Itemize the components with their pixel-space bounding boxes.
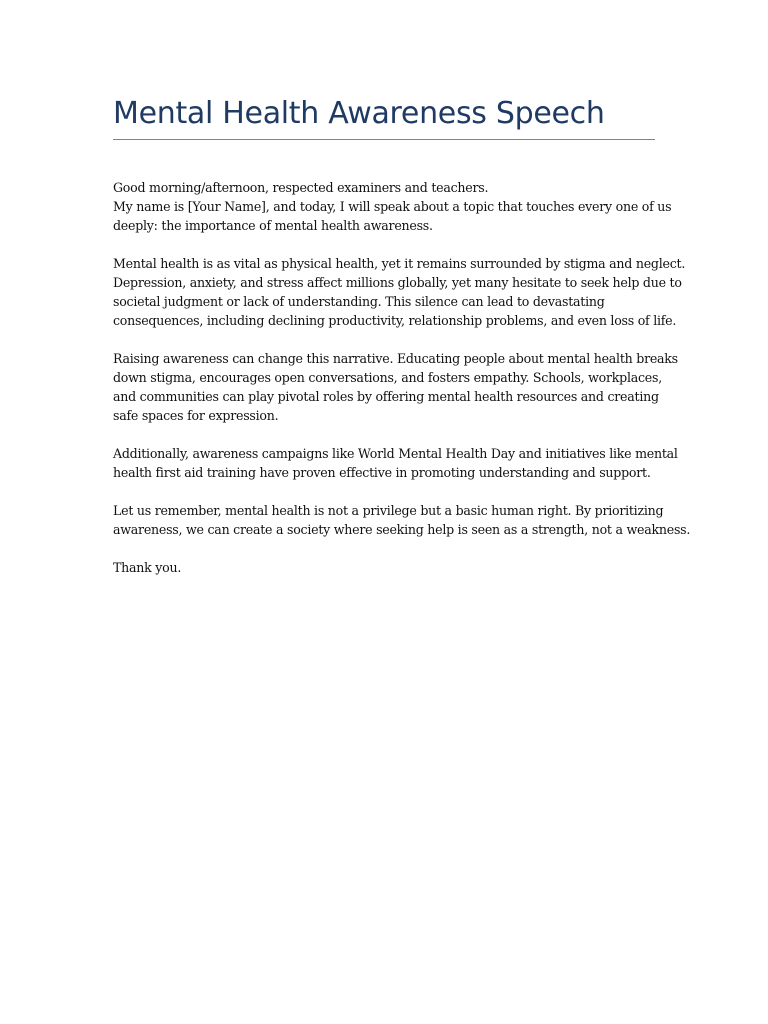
text-line: Depression, anxiety, and stress affect millions globally, yet many hesitate to seek help due to: [113, 275, 682, 290]
text-line: Thank you.: [113, 560, 182, 575]
text-line: My name is [Your Name], and today, I will speak about a topic that touches every one of us: [113, 199, 672, 214]
text-line: societal judgment or lack of understanding. This silence can lead to devastating: [113, 294, 605, 309]
text-line: Let us remember, mental health is not a privilege but a basic human right. By prioritizing: [113, 503, 664, 518]
paragraph-campaigns: [113, 444, 678, 482]
text-line: down stigma, encourages open conversations, and fosters empathy. Schools, workplaces,: [113, 370, 662, 385]
text-line: health first aid training have proven effective in promoting understanding and support.: [113, 465, 651, 480]
paragraph-importance: [113, 254, 686, 330]
text-line: consequences, including declining productivity, relationship problems, and even loss of life.: [113, 313, 677, 328]
document-body: [113, 178, 691, 596]
text-line: deeply: the importance of mental health awareness.: [113, 218, 433, 233]
paragraph-awareness: [113, 349, 678, 425]
text-line: Additionally, awareness campaigns like World Mental Health Day and initiatives like mental: [113, 446, 678, 461]
text-line: Raising awareness can change this narrative. Educating people about mental health breaks: [113, 351, 678, 366]
text-line: and communities can play pivotal roles by offering mental health resources and creating: [113, 389, 659, 404]
title-underline: [113, 139, 655, 140]
paragraph-closing: [113, 558, 655, 577]
text-line: awareness, we can create a society where seeking help is seen as a strength, not a weakness.: [113, 522, 691, 537]
paragraph-greeting: [113, 178, 672, 235]
text-line: safe spaces for expression.: [113, 408, 279, 423]
text-line: Mental health is as vital as physical health, yet it remains surrounded by stigma and neglect.: [113, 256, 686, 271]
document-title: Mental Health Awareness Speech: [113, 96, 605, 131]
text-line: Good morning/afternoon, respected examiners and teachers.: [113, 180, 489, 195]
paragraph-conclusion: [113, 501, 691, 539]
